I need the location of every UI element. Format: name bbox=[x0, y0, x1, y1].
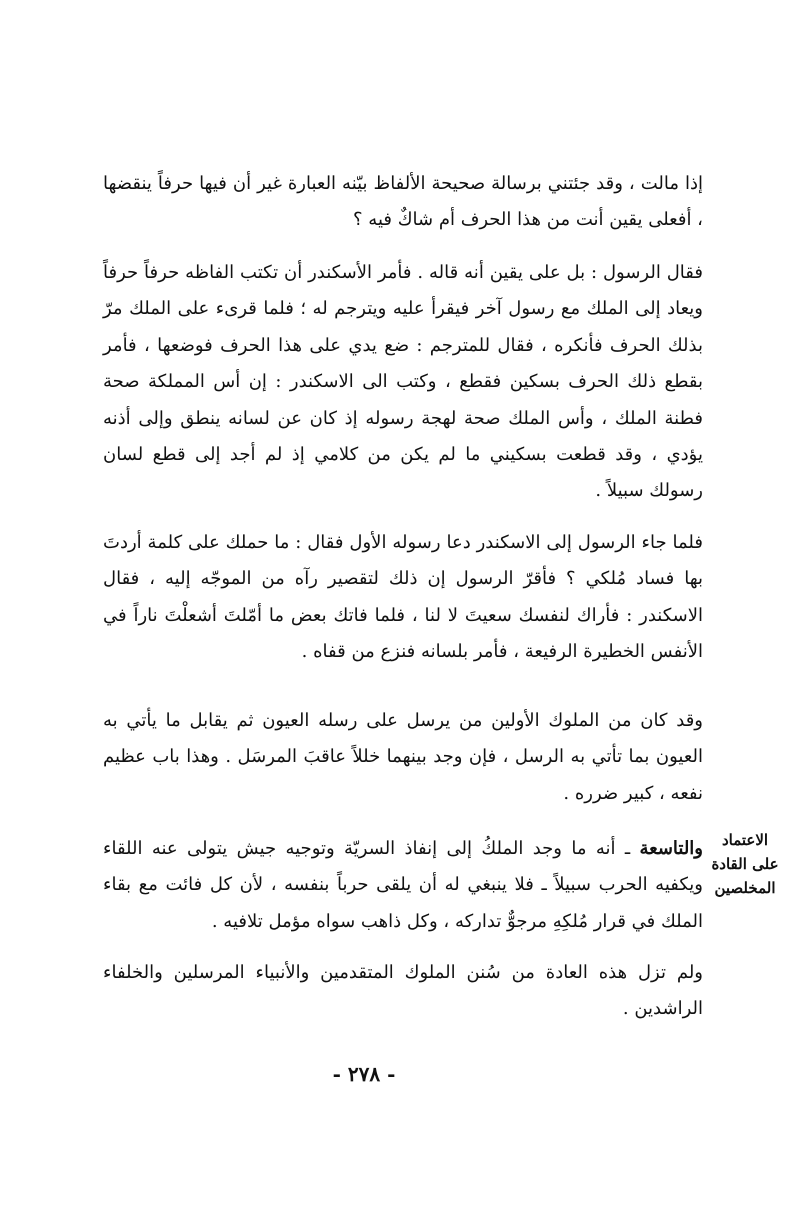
paragraph-text: ولم تزل هذه العادة من سُنن الملوك المتقدمين والأنبياء المرسلين والخلفاء الراشدين . bbox=[103, 962, 703, 1020]
paragraph-text: فقال الرسول : بل على يقين أنه قاله . فأمر الأسكندر أن تكتب الفاظه حرفاً حرفاً ويعاد إلى الملك مع رسول آخر فيقرأ عليه ويترجم له ؛ فلما قرىء على الملك مرّ بذلك الحرف فأنكره ، فقال للمترجم : ضع يدي على هذا الحرف فوضعها ، فأمر بقطع ذلك الحرف بسكين فقطع ، وكتب الى الاسكندر : إن أس المملكة صحة فطنة الملك ، وأس الملك صحة لهجة رسوله إذ كان عن لسانه ينطق وإلى أذنه يؤدي ، وقد قطعت بسكيني ما لم يكن من كلامي إذ لم أجد إلى قطع لسان رسولك سبيلاً . bbox=[103, 262, 704, 502]
paragraph-3 bbox=[103, 525, 703, 671]
paragraph-text bbox=[103, 831, 703, 940]
margin-note-line: الاعتماد bbox=[721, 831, 769, 849]
paragraph-4 bbox=[103, 703, 703, 812]
paragraph-body: ـ أنه ما وجد الملكُ إلى إنفاذ السريّة وتوجيه جيش يتولى عنه اللقاء ويكفيه الحرب سبيلاً ـ فلا ينبغي له أن يلقى حرباً بنفسه ، لأن كل فائت مع بقاء الملك في قرار مُلكِهِ مرجوٌّ تداركه ، وكل ذاهب سواه مؤمل تلافيه . bbox=[103, 838, 703, 932]
paragraph-lead-word: والتاسعة bbox=[639, 838, 703, 859]
paragraph-text: وقد كان من الملوك الأولين من يرسل على رسله العيون ثم يقابل ما يأتي به العيون بما تأتي به الرسل ، فإن وجد بينهما خللاً عاقبَ المرسَل . وهذا باب عظيم نفعه ، كبير ضرره . bbox=[103, 710, 703, 804]
paragraph-1 bbox=[103, 166, 703, 239]
margin-note bbox=[709, 828, 781, 900]
paragraph-text: فلما جاء الرسول إلى الاسكندر دعا رسوله الأول فقال : ما حملك على كلمة أردتَ بها فساد مُلكي ؟ فأقرّ الرسول إن ذلك لتقصير رآه من الموجّه إليه ، فقال الاسكندر : فأراك لنفسك سعيتَ لا لنا ، فلما فاتك بعض ما أمّلتَ أشعلْتَ ناراً في الأنفس الخطيرة الرفيعة ، فأمر بلسانه فنزع من قفاه . bbox=[103, 532, 703, 663]
margin-note-line: على القادة bbox=[711, 855, 779, 873]
paragraph-text: إذا مالت ، وقد جئتني برسالة صحيحة الألفاظ بيّنه العبارة غير أن فيها حرفاً ينقضها ، أفعلى يقين أنت من هذا الحرف أم شاكٌ فيه ؟ bbox=[103, 173, 703, 231]
page-number: - ٢٧٨ - bbox=[332, 1062, 396, 1086]
paragraph-2 bbox=[103, 255, 703, 510]
paragraph-5 bbox=[103, 831, 703, 940]
margin-note-line: المخلصين bbox=[714, 879, 776, 897]
paragraph-6 bbox=[103, 955, 703, 1028]
